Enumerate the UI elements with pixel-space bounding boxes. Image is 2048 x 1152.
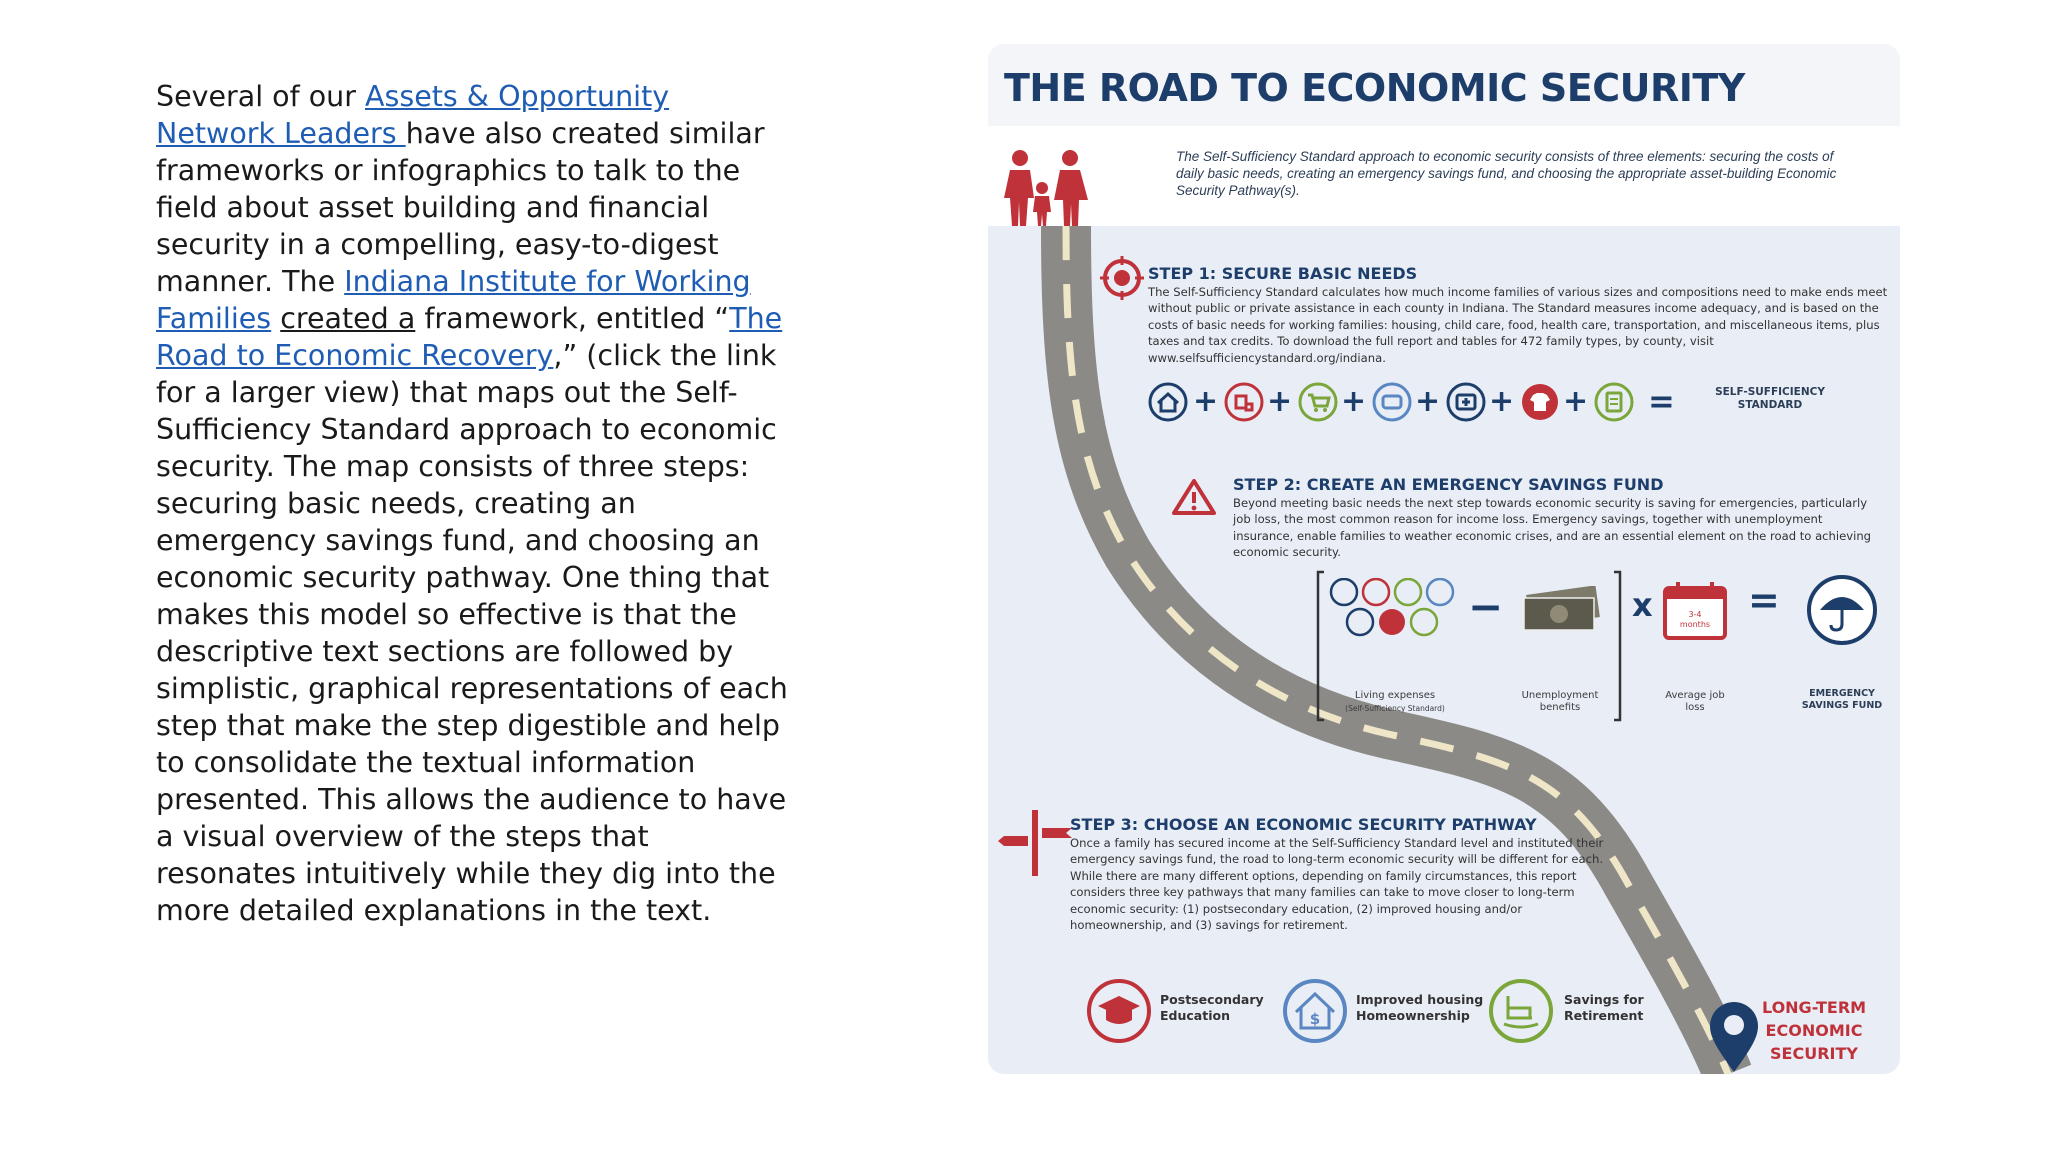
- text-run: frameworks or infographics to talk to the field about asset building and financial security in a compelling, easy-to-digest manner. The: [156, 154, 741, 298]
- text-run: Several of our: [156, 80, 365, 113]
- umbrella-icon: [1806, 574, 1878, 646]
- child-care-icon: [1224, 382, 1264, 422]
- text-run: have also created similar: [405, 117, 765, 150]
- savings-equation: [1314, 568, 1894, 728]
- indiana-institute-link[interactable]: Indiana Institute for Working Families: [156, 265, 751, 335]
- transportation-icon: [1372, 382, 1412, 422]
- retirement-icon: [1486, 978, 1556, 1044]
- cash-icon: [1520, 586, 1606, 634]
- long-term-security-label: LONG-TERM ECONOMIC SECURITY: [1761, 998, 1867, 1063]
- plus-sign: +: [1267, 384, 1293, 419]
- pathway-housing: Improved housing Homeownership: [1356, 992, 1484, 1023]
- assets-network-link[interactable]: Assets & Opportunity Network Leaders: [156, 80, 670, 150]
- pathway-retirement: Savings for Retirement: [1564, 992, 1644, 1023]
- intro-text: The Self-Sufficiency Standard approach to economic security consists of three elements: securing the costs of daily basic needs, creating an emergency savings fund, and choosing the appropriate asset-building Economic Security Pathway(s).: [1176, 149, 1837, 198]
- road-infographic[interactable]: [988, 44, 1900, 1074]
- living-expense-icons: [1328, 578, 1468, 640]
- health-care-icon: [1446, 382, 1486, 422]
- step2-heading: STEP 2: CREATE AN EMERGENCY SAVINGS FUND: [1233, 475, 1664, 494]
- infographic-title: THE ROAD TO ECONOMIC SECURITY: [1004, 66, 1745, 110]
- step3-body: Once a family has secured income at the Self-Sufficiency Standard level and instituted their emergency savings fund, the road to long-term economic security will be different for each. While there are many different options, depending on family circumstances, this report considers three key pathways that many families can take to move closer to long-term economic security: (1) postsecondary education, (2) improved housing and/or homeownership, and (3) savings for retirement.: [1070, 836, 1604, 933]
- body-paragraph: [156, 78, 796, 929]
- road-to-recovery-link[interactable]: The Road to Economic Recovery: [156, 302, 783, 372]
- unemployment-label: Unemployment benefits: [1521, 690, 1599, 713]
- text-run: ,” (click the link for a larger view) that maps out the Self-Sufficiency Standard approach to economic security. The map consists of three steps: securing basic needs, creating an emergency savings fund, and choosing an economic security pathway. One thing that makes this model so effective is that the descriptive text sections are followed by simplistic, graphical representations of each step that make the step digestible and help to consolidate the textual information presented. This allows the audience to have a visual overview of the steps that resonates intuitively while they dig into the more detailed explanations in the text.: [156, 339, 788, 927]
- step3-heading: STEP 3: CHOOSE AN ECONOMIC SECURITY PATHWAY: [1070, 815, 1537, 834]
- target-icon: [1100, 256, 1144, 300]
- step1-heading: STEP 1: SECURE BASIC NEEDS: [1148, 264, 1418, 283]
- text-run: created a: [280, 302, 416, 335]
- plus-sign: +: [1415, 384, 1441, 419]
- minus-sign: −: [1468, 582, 1504, 631]
- months-label: 3-4 months: [1679, 610, 1711, 629]
- plus-sign: +: [1341, 384, 1367, 419]
- family-icon: [998, 148, 1108, 228]
- housing-pathway-icon: [1280, 978, 1350, 1044]
- housing-icon: [1148, 382, 1188, 422]
- pathway-education: Postsecondary Education: [1160, 992, 1264, 1023]
- plus-sign: +: [1489, 384, 1515, 419]
- self-sufficiency-result: SELF-SUFFICIENCY STANDARD: [1715, 386, 1825, 411]
- plus-sign: +: [1563, 384, 1589, 419]
- step1-body: The Self-Sufficiency Standard calculates how much income families of various sizes and compositions need to make ends meet without public or private assistance in each county in Indiana. The Standard measures income adequacy, and is based on the costs of basic needs for working families: housing, child care, food, health care, transportation, and miscellaneous items, plus taxes and tax credits. To download the full report and tables for 472 family types, by county, visit www.selfsufficiencystandard.org/indiana.: [1148, 285, 1888, 365]
- equals-sign: =: [1648, 382, 1675, 420]
- plus-sign: +: [1193, 384, 1219, 419]
- emergency-fund-label: EMERGENCY SAVINGS FUND: [1801, 688, 1883, 711]
- signpost-icon: [998, 810, 1074, 876]
- taxes-icon: [1594, 382, 1634, 422]
- clothing-icon: [1520, 382, 1560, 422]
- warning-icon: [1172, 478, 1216, 516]
- education-icon: [1084, 978, 1154, 1044]
- svg-text:$: $: [1309, 1010, 1321, 1028]
- times-sign: x: [1632, 586, 1653, 624]
- living-expenses-sublabel: (Self-Sufficiency Standard): [1345, 704, 1445, 713]
- equals-sign: =: [1748, 578, 1780, 622]
- food-cart-icon: [1298, 382, 1338, 422]
- average-job-loss-label: Average job loss: [1665, 690, 1725, 713]
- basic-needs-equation: [1148, 380, 1888, 424]
- step2-body: Beyond meeting basic needs the next step towards economic security is saving for emergencies, particularly job loss, the most common reason for income loss. Emergency savings, together with unemployment insurance, enable families to weather economic crises, and are an essential element on the road to achieving economic security.: [1233, 496, 1872, 560]
- living-expenses-label: Living expenses: [1354, 690, 1436, 701]
- text-run: [271, 302, 280, 335]
- text-run: framework, entitled “: [415, 302, 730, 335]
